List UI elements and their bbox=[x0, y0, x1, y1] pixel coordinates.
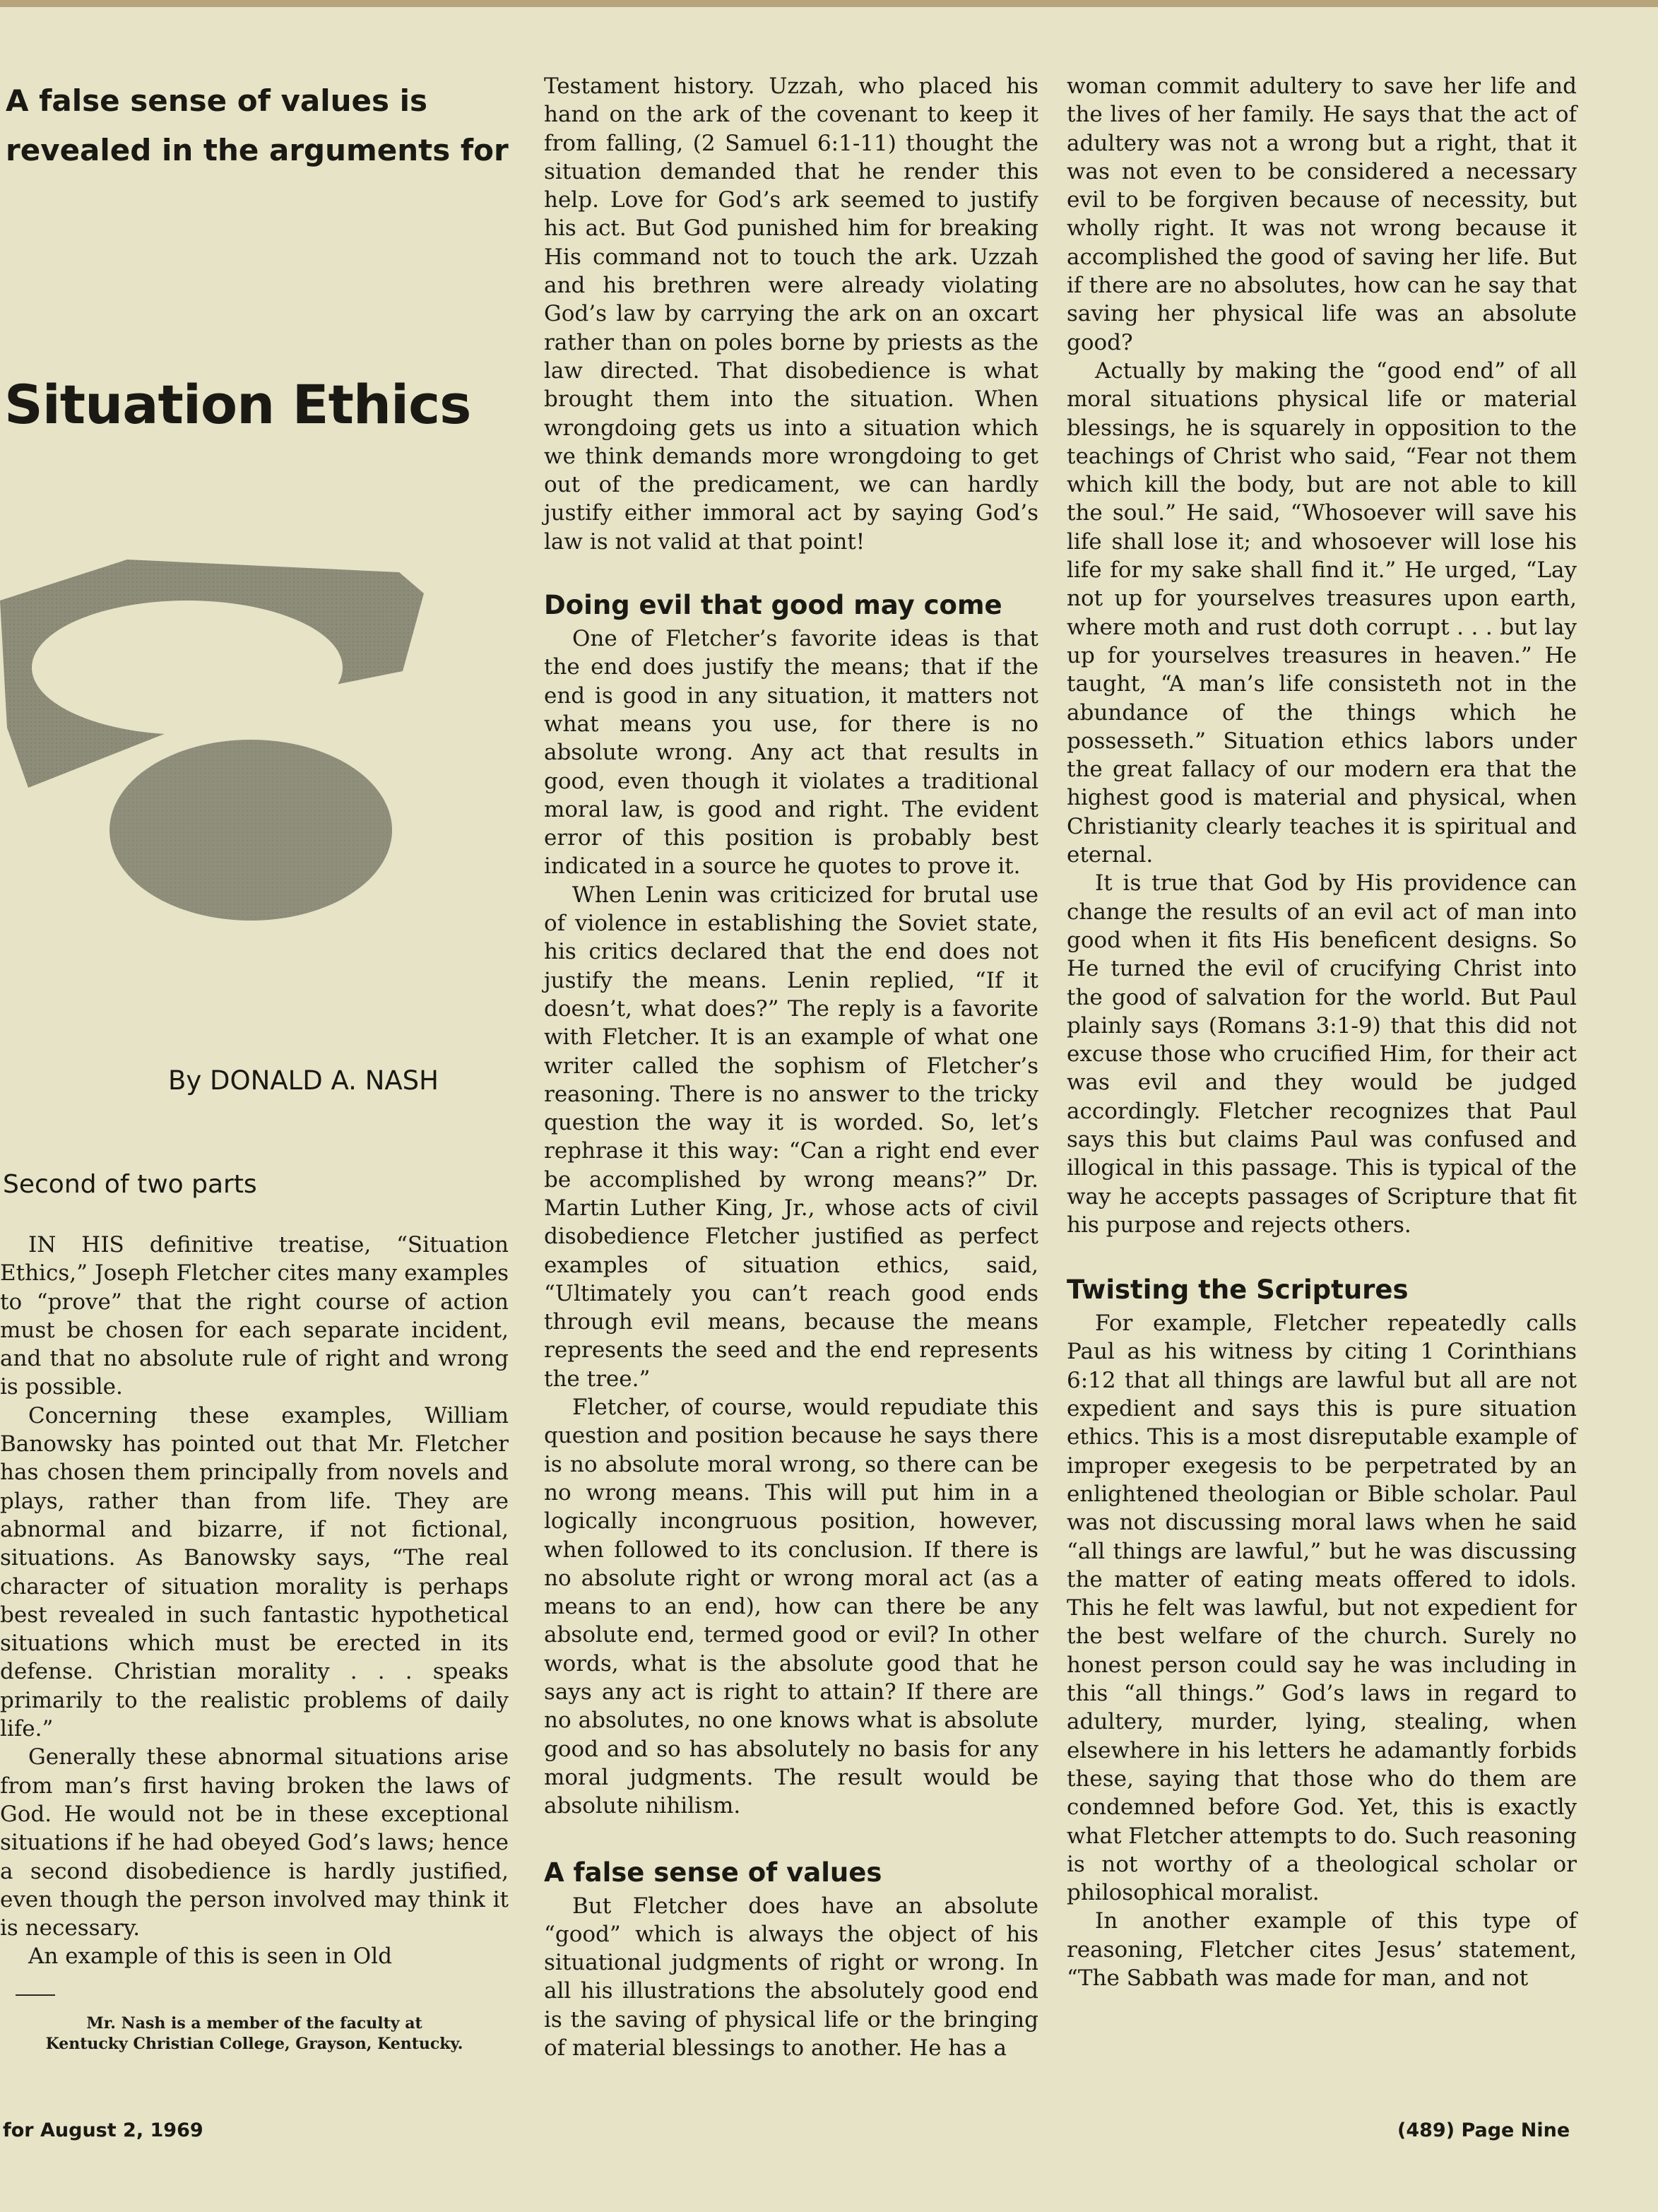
paragraph: IN HIS definitive treatise, “Situation Ethics,” Joseph Fletcher cites many examples to “prove” that the right course of action must be chosen for each separate incident, and that no absolute rule of right and wrong is possible. bbox=[0, 1232, 509, 1400]
paragraph: Generally these abnormal situations arise from man’s first having broken the laws of God. He would not be in these exceptional situations if he had obeyed God’s laws; hence a second disobedience is hardly justified, even though the person involved may think it is necessary. bbox=[0, 1744, 509, 1941]
article-title: Situation Ethics bbox=[4, 373, 471, 436]
section-heading: Doing evil that good may come bbox=[544, 590, 1002, 621]
paragraph: woman commit adultery to save her life and the lives of her family. He says that the act of adultery was not a wrong but a right, that it was not even to be considered a necessary evil to be forgiven because of necessity, but wholly right. It was not wrong because it accomplished the good of saving her life. But if there are no absolutes, how can he say that saving her physical life was an absolute good? bbox=[1067, 73, 1577, 355]
section-heading: A false sense of values bbox=[544, 1857, 882, 1888]
author-footnote bbox=[0, 2013, 509, 2054]
frame-opening bbox=[32, 601, 343, 735]
column-middle bbox=[544, 72, 1038, 2062]
decorative-illustration bbox=[0, 551, 445, 933]
paragraph: An example of this is seen in Old bbox=[28, 1944, 392, 1970]
paragraph: In another example of this type of reasoning, Fletcher cites Jesus’ statement, “The Sabbath was made for man, and not bbox=[1067, 1908, 1577, 1991]
paper-top-edge bbox=[0, 0, 1658, 7]
paragraph: For example, Fletcher repeatedly calls Paul as his witness by citing 1 Corinthians 6:12 that all things are lawful but all are not expedient and says this is pure situation ethics. This is a most disreputable example of improper exegesis to be perpetrated by an enlightened theologian or Bible scholar. Paul was not discussing moral laws when he said “all things are lawful,” but he was discussing the matter of eating meats offered to idols. This he felt was lawful, but not expedient for the best welfare of the church. Surely no honest person could say he was including in this “all things.” God’s laws in regard to adultery, murder, lying, stealing, when elsewhere in his letters he adamantly forbids these, saying that those who do them are condemned before God. Yet, this is exactly what Fletcher attempts to do. Such reasoning is not worthy of a theological scholar or philosophical moralist. bbox=[1067, 1311, 1577, 1906]
footnote-rule bbox=[16, 1994, 55, 1996]
series-subhead: Second of two parts bbox=[3, 1170, 257, 1199]
section-heading: Twisting the Scriptures bbox=[1067, 1274, 1409, 1306]
paragraph: Fletcher, of course, would repudiate this question and position because he says there is no absolute moral wrong, so there can be no wrong means. This will put him in a logically incongruous position, however, when followed to its conclusion. If there is no absolute right or wrong moral act (as a means to an end), how can there be any absolute end, termed good or evil? In other words, what is the absolute good that he says any act is right to attain? If there are no absolutes, no one knows what is absolute good and so has absolutely no basis for any moral judgments. The result would be absolute nihilism. bbox=[544, 1395, 1038, 1819]
paragraph: Concerning these examples, William Banowsky has pointed out that Mr. Fletcher has chosen them principally from novels and plays, rather than from life. They are abnormal and bizarre, if not fictional, situations. As Banowsky says, “The real character of situation morality is perhaps best revealed in such fantastic hypothetical situations which must be erected in its defense. Christian morality . . . speaks primarily to the realistic problems of daily life.” bbox=[0, 1402, 509, 1742]
kicker-line-1: A false sense of values is bbox=[6, 83, 428, 118]
article-kicker bbox=[6, 76, 509, 175]
kicker-line-2: revealed in the arguments for bbox=[6, 133, 509, 167]
paragraph: One of Fletcher’s favorite ideas is that the end does justify the means; that if the end is good in any situation, it matters not what means you use, for there is no absolute wrong. Any act that results in good, even though it violates a traditional moral law, is good and right. The evident error of this position is probably best indicated in a source he quotes to prove it. bbox=[544, 626, 1038, 880]
column-left bbox=[0, 1231, 509, 1971]
footnote-line-1: Mr. Nash is a member of the faculty at bbox=[86, 2014, 422, 2033]
paragraph: But Fletcher does have an absolute “good” which is always the object of his situational judgments of right or wrong. In all his illustrations the absolutely good end is the saving of physical life or the bringing of material blessings to another. He has a bbox=[544, 1893, 1038, 2061]
paragraph: Actually by making the “good end” of all moral situations physical life or material blessings, he is squarely in opposition to the teachings of Christ who said, “Fear not them which kill the body, but are not able to kill the soul.” He said, “Whosoever will save his life shall lose it; and whosoever will lose his life for my sake shall find it.” He urged, “Lay not up for yourselves treasures upon earth, where moth and rust doth corrupt . . . but lay up for yourselves treasures in heaven.” He taught, “A man’s life consisteth not in the abundance of the things which he possesseth.” Situation ethics labors under the great fallacy of our modern era that the highest good is material and physical, when Christianity clearly teaches it is spiritual and eternal. bbox=[1067, 357, 1577, 868]
column-right bbox=[1067, 72, 1577, 1992]
footer-date: for August 2, 1969 bbox=[3, 2119, 203, 2141]
paragraph: When Lenin was criticized for brutal use of violence in establishing the Soviet state, his critics declared that the end does not justify the means. Lenin replied, “If it doesn’t, what does?” The reply is a favorite with Fletcher. It is an example of what one writer called the sophism of Fletcher’s reasoning. There is no answer to the tricky question the way it is worded. So, let’s rephrase it this way: “Can a right end ever be accomplished by wrong means?” Dr. Martin Luther King, Jr., whose acts of civil disobedience Fletcher justified as perfect examples of situation ethics, said, “Ultimately you can’t reach good ends through evil means, because the means represents the seed and the end represents the tree.” bbox=[544, 882, 1038, 1392]
byline: By DONALD A. NASH bbox=[168, 1065, 439, 1096]
paragraph: Testament history. Uzzah, who placed his hand on the ark of the covenant to keep it from falling, (2 Samuel 6:1-11) thought the situation demanded that he render this help. Love for God’s ark seemed to justify his act. But God punished him for breaking His command not to touch the ark. Uzzah and his brethren were already violating God’s law by carrying the ark on an oxcart rather than on poles borne by priests as the law directed. That disobedience is what brought them into the situation. When wrongdoing gets us into a situation which we think demands more wrongdoing to get out of the predicament, we can hardly justify either immoral act by saying God’s law is not valid at that point! bbox=[544, 73, 1038, 555]
paragraph: It is true that God by His providence can change the results of an evil act of man into good when it fits His beneficent designs. So He turned the evil of crucifying Christ into the good of salvation for the world. But Paul plainly says (Romans 3:1-9) that this did not excuse those who crucified Him, for their act was evil and they would be judged accordingly. Fletcher recognizes that Paul says this but claims Paul was confused and illogical in this passage. This is typical of the way he accepts passages of Scripture that fit his purpose and rejects others. bbox=[1067, 870, 1577, 1238]
footer-page-number: (489) Page Nine bbox=[1397, 2119, 1570, 2141]
oval-shape-texture bbox=[109, 740, 392, 921]
footnote-line-2: Kentucky Christian College, Grayson, Kentucky. bbox=[45, 2035, 463, 2053]
